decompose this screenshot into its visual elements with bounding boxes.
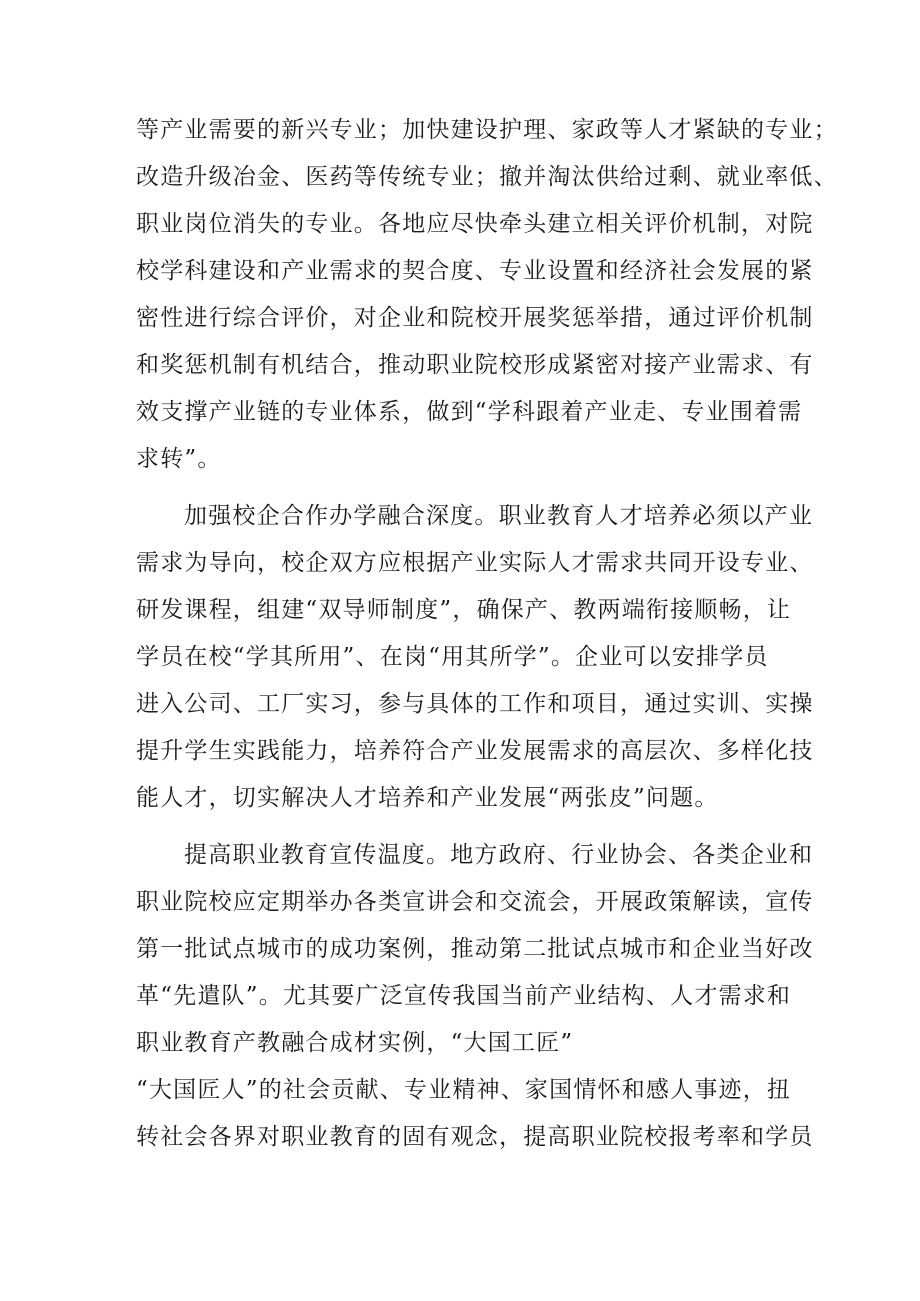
paragraph-line: 效支撑产业链的专业体系，做到“学科跟着产业走、专业围着需 <box>136 399 803 425</box>
paragraph-line: 改造升级冶金、医药等传统专业；撤并淘汰供给过剩、就业率低、 <box>136 164 838 190</box>
paragraph-line: 能人才，切实解决人才培养和产业发展“两张皮”问题。 <box>136 785 719 811</box>
paragraph-line: 职业院校应定期举办各类宣讲会和交流会，开展政策解读，宣传 <box>136 889 814 915</box>
paragraph-line: 密性进行综合评价，对企业和院校开展奖惩举措，通过评价机制 <box>136 305 814 331</box>
paragraph-line: 职业岗位消失的专业。各地应尽快牵头建立相关评价机制，对院 <box>136 211 814 237</box>
paragraph-line: 转社会各界对职业教育的固有观念，提高职业院校报考率和学员 <box>136 1124 814 1150</box>
paragraph-line: 革“先遣队”。尤其要广泛宣传我国当前产业结构、人才需求和 <box>136 983 792 1009</box>
paragraph-line: 和奖惩机制有机结合，推动职业院校形成紧密对接产业需求、有 <box>136 352 814 378</box>
paragraph-line: 加强校企合作办学融合深度。职业教育人才培养必须以产业 <box>184 503 814 529</box>
paragraph-line: 提高职业教育宣传温度。地方政府、行业协会、各类企业和 <box>184 842 814 868</box>
paragraph-line: 需求为导向，校企双方应根据产业实际人才需求共同开设专业、 <box>136 550 814 576</box>
paragraph-line: 校学科建设和产业需求的契合度、专业设置和经济社会发展的紧 <box>136 258 814 284</box>
paragraph-line: 等产业需要的新兴专业；加快建设护理、家政等人才紧缺的专业； <box>136 117 838 143</box>
paragraph-line: 进入公司、工厂实习，参与具体的工作和项目，通过实训、实操 <box>136 691 814 717</box>
paragraph-line: 提升学生实践能力，培养符合产业发展需求的高层次、多样化技 <box>136 738 814 764</box>
paragraph-line: 学员在校“学其所用”、在岗“用其所学”。企业可以安排学员 <box>136 644 769 670</box>
paragraph-line: 第一批试点城市的成功案例，推动第二批试点城市和企业当好改 <box>136 936 814 962</box>
paragraph-line: 求转”。 <box>136 446 222 472</box>
paragraph-line: “大国匠人”的社会贡献、专业精神、家国情怀和感人事迹，扭 <box>136 1077 792 1103</box>
paragraph-line: 研发课程，组建“双导师制度”，确保产、教两端衔接顺畅，让 <box>136 597 792 623</box>
paragraph-line: 职业教育产教融合成材实例，“大国工匠” <box>136 1030 574 1056</box>
